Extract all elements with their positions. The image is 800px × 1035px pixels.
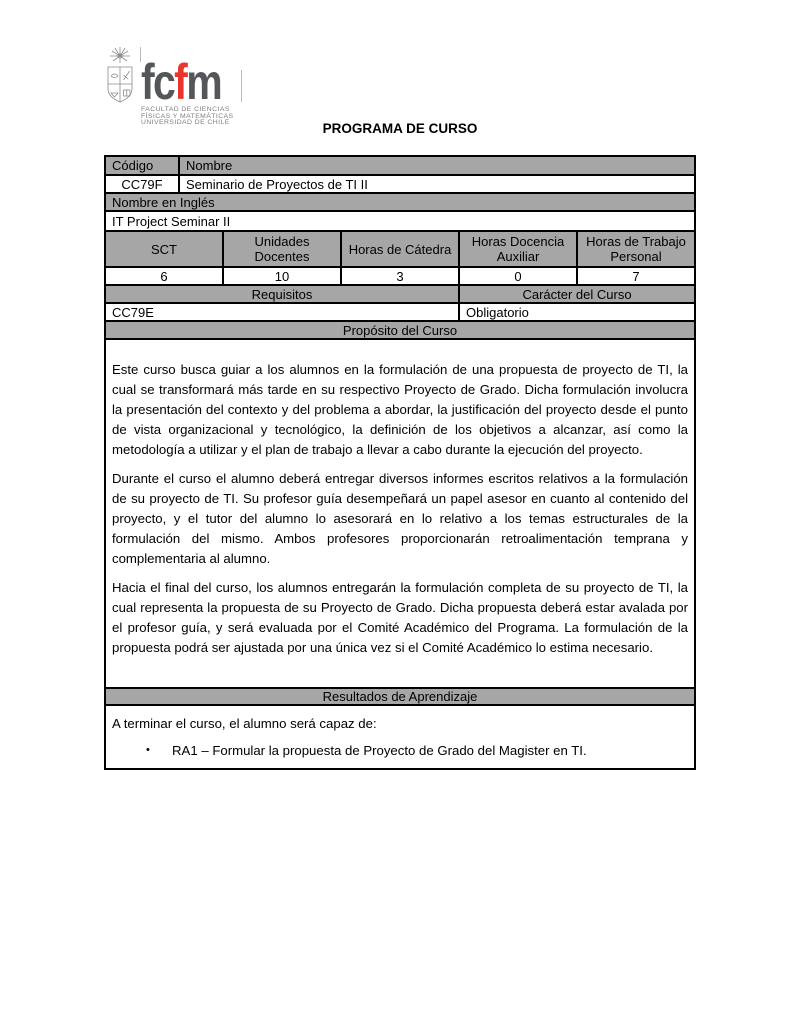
sct-value-cell: 6 xyxy=(105,267,223,285)
list-item xyxy=(146,743,688,758)
course-program-table xyxy=(104,155,696,770)
outcomes-intro-text: A terminar el curso, el alumno será capaz de: xyxy=(112,716,377,731)
purpose-paragraph: Hacia el final del curso, los alumnos entregarán la formulación completa de su proyecto de TI, la cual representa la propuesta de su Proyecto de Grado. Dicha propuesta deberá estar avalada por el profesor guía, y será evaluada por el Comité Académico del Programa. La formulación de la propuesta podrá ser ajustada por una única vez si el Comité Académico lo estima necesario. xyxy=(112,580,689,655)
resultados-header-cell: Resultados de Aprendizaje xyxy=(105,688,695,705)
horas-trabajo-value-cell: 7 xyxy=(577,267,695,285)
logo-wordmark-block xyxy=(141,46,239,127)
outcome-text: RA1 – Formular la propuesta de Proyecto de Grado del Magister en TI. xyxy=(172,743,587,758)
proposito-header-cell: Propósito del Curso xyxy=(105,321,695,339)
nombre-ingles-value-cell: IT Project Seminar II xyxy=(105,211,695,231)
horas-docencia-header-cell: Horas Docencia Auxiliar xyxy=(459,231,577,267)
table-row-resultados-body xyxy=(105,705,695,769)
horas-catedra-header-cell: Horas de Cátedra xyxy=(341,231,459,267)
table-row-resultados-header xyxy=(105,688,695,705)
table-row-hours-values xyxy=(105,267,695,285)
table-row-proposito-header xyxy=(105,321,695,339)
table-row-proposito-body xyxy=(105,339,695,688)
nombre-header-cell: Nombre xyxy=(179,156,695,175)
sct-header-cell: SCT xyxy=(105,231,223,267)
horas-trabajo-header-cell: Horas de Trabajo Personal xyxy=(577,231,695,267)
nombre-value-cell: Seminario de Proyectos de TI II xyxy=(179,175,695,193)
caption-line: FACULTAD DE CIENCIAS xyxy=(141,106,230,113)
table-row-english-name-header xyxy=(105,193,695,211)
horas-docencia-value-cell: 0 xyxy=(459,267,577,285)
wordmark-m: m xyxy=(186,54,222,110)
nombre-ingles-header-cell: Nombre en Inglés xyxy=(105,193,695,211)
proposito-body-cell xyxy=(105,339,695,688)
page-title: PROGRAMA DE CURSO xyxy=(322,121,478,136)
table-row-code-name-header xyxy=(105,156,695,175)
bullet-icon: • xyxy=(146,744,150,756)
resultados-body-cell xyxy=(105,705,695,769)
university-crest-icon xyxy=(103,46,137,106)
caracter-header-cell: Carácter del Curso xyxy=(459,285,695,303)
unidades-docentes-header-cell: Unidades Docentes xyxy=(223,231,341,267)
table-row-code-name-values xyxy=(105,175,695,193)
logo-hairline xyxy=(241,70,242,102)
requisitos-value-cell: CC79E xyxy=(105,303,459,321)
horas-catedra-value-cell: 3 xyxy=(341,267,459,285)
caption-line: FÍSICAS Y MATEMÁTICAS xyxy=(141,112,234,120)
caption-line: UNIVERSIDAD DE CHILE xyxy=(141,119,230,126)
codigo-value-cell: CC79F xyxy=(105,175,179,193)
purpose-paragraph: Este curso busca guiar a los alumnos en la formulación de una propuesta de proyecto de TI, la cual se transformará más tarde en su respectivo Proyecto de Grado. Dicha formulación involucra la presentación del contexto y del problema a abordar, la justificación del proyecto desde el punto de vista organizacional y tecnológico, la definición de los objetivos a alcanzar, así como la metodología a utilizar y el plan de trabajo a llevar a cabo durante la ejecución del proyecto. xyxy=(112,362,689,457)
codigo-header-cell: Código xyxy=(105,156,179,175)
caracter-value-cell: Obligatorio xyxy=(459,303,695,321)
purpose-paragraph: Durante el curso el alumno deberá entregar diversos informes escritos relativos a la formulación de su proyecto de TI. Su profesor guía desempeñará un papel asesor en cuanto al contenido del proyecto, y el tutor del alumno lo asesorará en lo relativo a los temas estructurales de la formulación del mismo. Ambos profesores proporcionarán retroalimentación temprana y complementaria al alumno. xyxy=(112,471,689,566)
fcfm-logo xyxy=(103,46,239,127)
wordmark-red-f: f xyxy=(174,54,187,110)
unidades-docentes-value-cell: 10 xyxy=(223,267,341,285)
table-row-requisitos-header xyxy=(105,285,695,303)
table-row-english-name-value xyxy=(105,211,695,231)
table-row-hours-header xyxy=(105,231,695,267)
table-row-requisitos-values xyxy=(105,303,695,321)
wordmark-fc: fc xyxy=(141,54,175,110)
requisitos-header-cell: Requisitos xyxy=(105,285,459,303)
